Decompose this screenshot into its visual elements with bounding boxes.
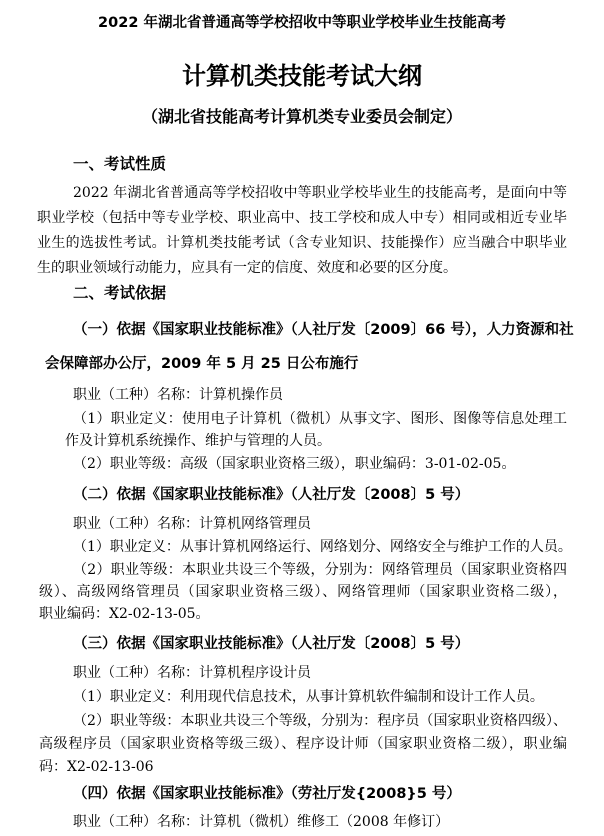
job-line: （1）职业定义：利用现代信息技术，从事计算机软件编制和设计工作人员。 [73, 689, 544, 705]
job-line: （2）职业等级：高级（国家职业资格三级），职业编码：3-01-02-05。 [73, 456, 516, 472]
job-line: 级）、高级网络管理员（国家职业资格三级）、网络管理师（国家职业资格二级）， [39, 584, 567, 600]
job-line: 职业编码：X2-02-13-05。 [39, 606, 210, 622]
basis-item-title: （四）依据《国家职业技能标准》（劳社厅发{2008}5 号） [73, 786, 461, 802]
main-title: 计算机类技能考试大纲 [182, 62, 422, 90]
job-name: 职业（工种）名称：计算机网络管理员 [73, 516, 311, 532]
section-heading-nature: 一、考试性质 [73, 155, 167, 173]
paragraph-line: 2022 年湖北省普通高等学校招收中等职业学校毕业生的技能高考，是面向中等 [73, 185, 567, 201]
paragraph-line: 业生的选拔性考试。计算机类技能考试（含专业知识、技能操作）应当融合中职毕业 [37, 235, 567, 251]
basis-item-title: （二）依据《国家职业技能标准》（人社厅发〔2008〕5 号） [73, 487, 470, 503]
job-name: 职业（工种）名称：计算机操作员 [73, 387, 283, 403]
top-title: 2022 年湖北省普通高等学校招收中等职业学校毕业生技能高考 [98, 15, 506, 31]
job-line: 高级程序员（国家职业资格等级三级）、程序设计师（国家职业资格二级），职业编 [39, 736, 567, 752]
job-line: 作及计算机系统操作、维护与管理的人员。 [65, 433, 331, 449]
section-heading-basis: 二、考试依据 [73, 284, 167, 302]
job-line: （1）职业定义：从事计算机网络运行、网络划分、网络安全与维护工作的人员。 [73, 539, 572, 555]
subtitle: （湖北省技能高考计算机类专业委员会制定） [141, 107, 462, 126]
paragraph-line: 生的职业领域行动能力，应具有一定的信度、效度和必要的区分度。 [37, 260, 457, 276]
job-name: 职业（工种）名称：计算机程序设计员 [73, 665, 311, 681]
job-name: 职业（工种）名称：计算机（微机）维修工（2008 年修订） [73, 814, 450, 830]
job-line: （2）职业等级：本职业共设三个等级，分别为：程序员（国家职业资格四级）、 [73, 713, 567, 729]
job-line: （2）职业等级：本职业共设三个等级，分别为：网络管理员（国家职业资格四 [73, 562, 567, 578]
basis-item-title-cont: 会保障部办公厅，2009 年 5 月 25 日公布施行 [45, 356, 359, 372]
job-line: 码：X2-02-13-06 [39, 759, 154, 775]
basis-item-title: （一）依据《国家职业技能标准》（人社厅发〔2009〕66 号），人力资源和社 [73, 322, 574, 338]
basis-item-title: （三）依据《国家职业技能标准》（人社厅发〔2008〕5 号） [73, 636, 470, 652]
paragraph-line: 职业学校（包括中等专业学校、职业高中、技工学校和成人中专）相同或相近专业毕 [37, 210, 567, 226]
job-line: （1）职业定义：使用电子计算机（微机）从事文字、图形、图像等信息处理工 [73, 411, 567, 427]
